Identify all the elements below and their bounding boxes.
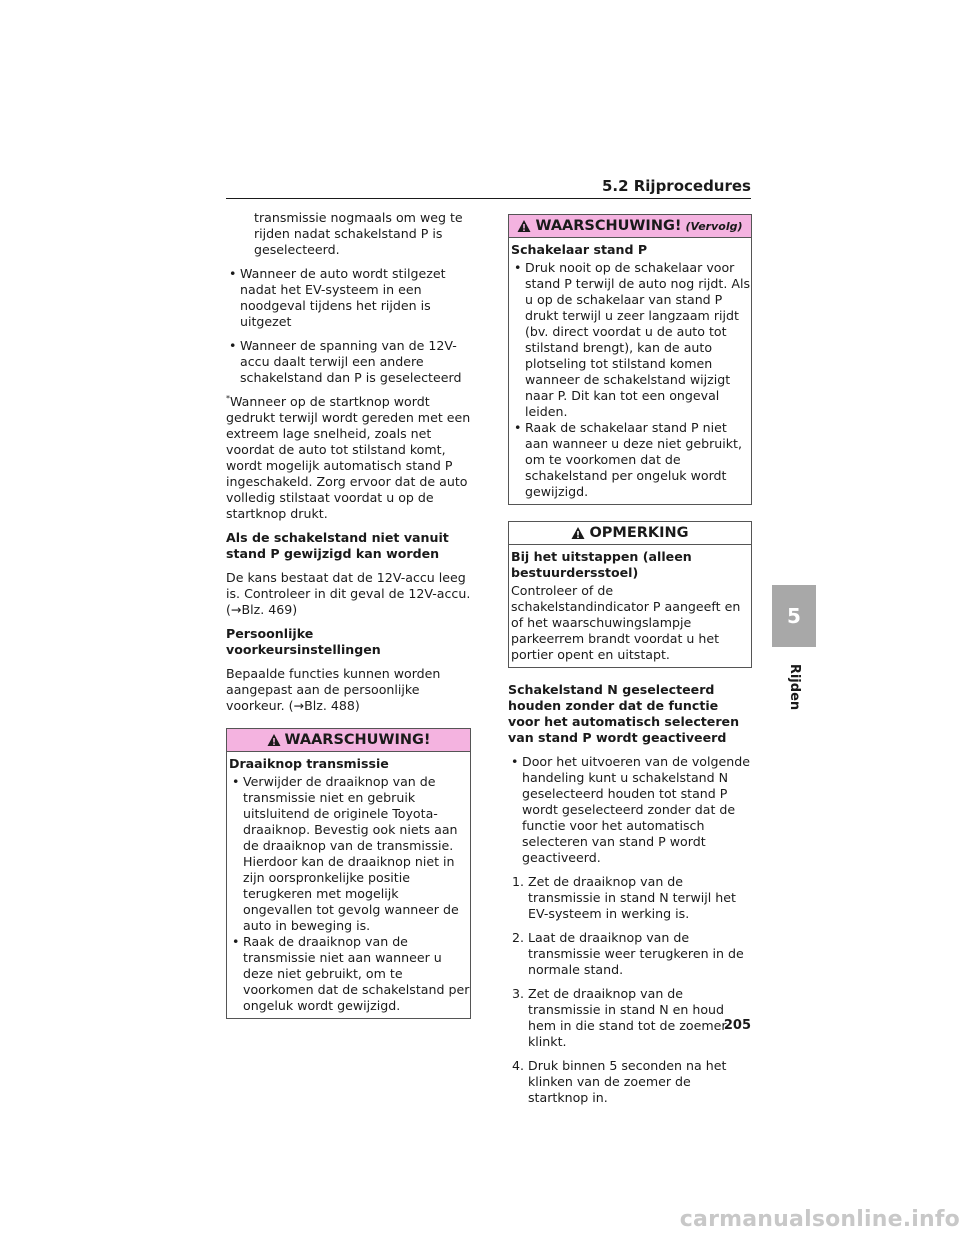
note-text: Controleer of de schakelstandindicator P aangeeft en of het waarschuwingslampje parkeerrem brandt voordat u het portier opent en uitstapt. [511,583,741,662]
watermark: carmanualsonline.info [679,1207,960,1232]
warning-subtitle: Schakelaar stand P [511,242,648,257]
subheading: Schakelstand N geselecteerd houden zonder dat de functie voor het automatisch selecteren van stand P wordt geactiveerd [508,682,740,745]
warning-box [226,728,471,1019]
subheading: Persoonlijke voorkeursinstellingen [226,626,381,657]
note-subtitle: Bij het uitstappen (alleen bestuurdersstoel) [511,549,692,580]
page-number: 205 [723,1018,751,1033]
step-item [512,1058,752,1106]
note-body [509,545,751,667]
step-item [512,874,752,922]
header-rule [226,198,751,199]
warning-header [509,215,751,238]
chapter-label [772,652,816,722]
note-header [509,522,751,545]
continued-bullet-text: transmissie nogmaals om weg te rijden nadat schakelstand P is geselecteerd. [254,210,463,257]
warning-title: WAARSCHUWING! [284,732,431,748]
step-item [512,930,752,978]
right-column [508,214,752,1114]
list-item: • Raak de schakelaar stand P niet aan wanneer u deze niet gebruikt, om te voorkomen dat de schakelstand per ongeluk wordt gewijzigd. [511,420,751,500]
warning-title: WAARSCHUWING! [535,218,682,234]
list-item: • Wanneer de auto wordt stilgezet nadat het EV-systeem in een noodgeval tijdens het rijden is uitgezet [226,266,471,330]
paragraph: Bepaalde functies kunnen worden aangepast aan de persoonlijke voorkeur. (→Blz. 488) [226,666,441,713]
warning-box-continued [508,214,752,505]
subheading: Als de schakelstand niet vanuit stand P gewijzigd kan worden [226,530,449,561]
list-item: • Raak de draaiknop van de transmissie niet aan wanneer u deze niet gebruikt, om te voorkomen dat de schakelstand per ongeluk wordt gewijzigd. [229,934,470,1014]
step-number: 2. [512,930,525,945]
list-item: • Wanneer de spanning van de 12V-accu daalt terwijl een andere schakelstand dan P is geselecteerd [226,338,471,386]
step-text: Druk binnen 5 seconden na het klinken van de zoemer de startknop in. [528,1058,727,1105]
warning-icon [517,219,531,233]
note-title: OPMERKING [589,525,689,541]
list-item: • Verwijder de draaiknop van de transmissie niet en gebruik uitsluitend de originele Toyota-draaiknop. Bevestig ook niets aan de draaiknop van de transmissie. Hierdoor kan de draaiknop niet in zijn oorspronkelijke positie terugkeren met mogelijk ongevallen tot gevolg wanneer de auto in beweging is. [229,774,470,934]
step-number: 4. [512,1058,525,1073]
step-text: Zet de draaiknop van de transmissie in stand N terwijl het EV-systeem in werking is. [528,874,736,921]
warning-subtitle: Draaiknop transmissie [229,756,389,771]
warning-header [227,729,470,752]
step-text: Zet de draaiknop van de transmissie in stand N en houd hem in die stand tot de zoemer klinkt. [528,986,727,1049]
warning-continued-label: (Vervolg) [685,220,743,233]
list-item: • Door het uitvoeren van de volgende handeling kunt u schakelstand N geselecteerd houden tot stand P wordt geselecteerd zonder dat de functie voor het automatisch selecteren van stand P wordt geactiveerd. [508,754,752,866]
footnote-text: Wanneer op de startknop wordt gedrukt terwijl wordt gereden met een extreem lage snelheid, zoals net voordat de auto tot stilstand komt, wordt mogelijk automatisch stand P ingeschakeld. Zorg ervoor dat de auto volledig stilstaat voordat u op de startknop drukt. [226,394,471,521]
note-box [508,521,752,668]
chapter-tab: 5 [772,585,816,647]
footnote-mark: * [226,393,230,403]
caution-icon [571,526,585,540]
warning-icon [267,733,281,747]
left-column [226,210,471,1019]
step-number: 3. [512,986,525,1001]
section-header: 5.2 Rijprocedures [601,177,751,195]
chapter-label-text: Rijden [787,663,802,711]
paragraph: De kans bestaat dat de 12V-accu leeg is. Controleer in dit geval de 12V-accu. (→Blz. 469) [226,570,471,617]
step-text: Laat de draaiknop van de transmissie weer terugkeren in de normale stand. [528,930,744,977]
list-item: • Druk nooit op de schakelaar voor stand P terwijl de auto nog rijdt. Als u op de schakelaar van stand P drukt terwijl u zeer langzaam rijdt (bv. direct voordat u de auto tot stilstand brengt), kan de auto plotseling tot stilstand komen wanneer de schakelstand wijzigt naar P. Dit kan tot een ongeval leiden. [511,260,751,420]
warning-body [227,752,470,1018]
warning-body [509,238,751,504]
footnote [226,394,471,522]
step-number: 1. [512,874,525,889]
